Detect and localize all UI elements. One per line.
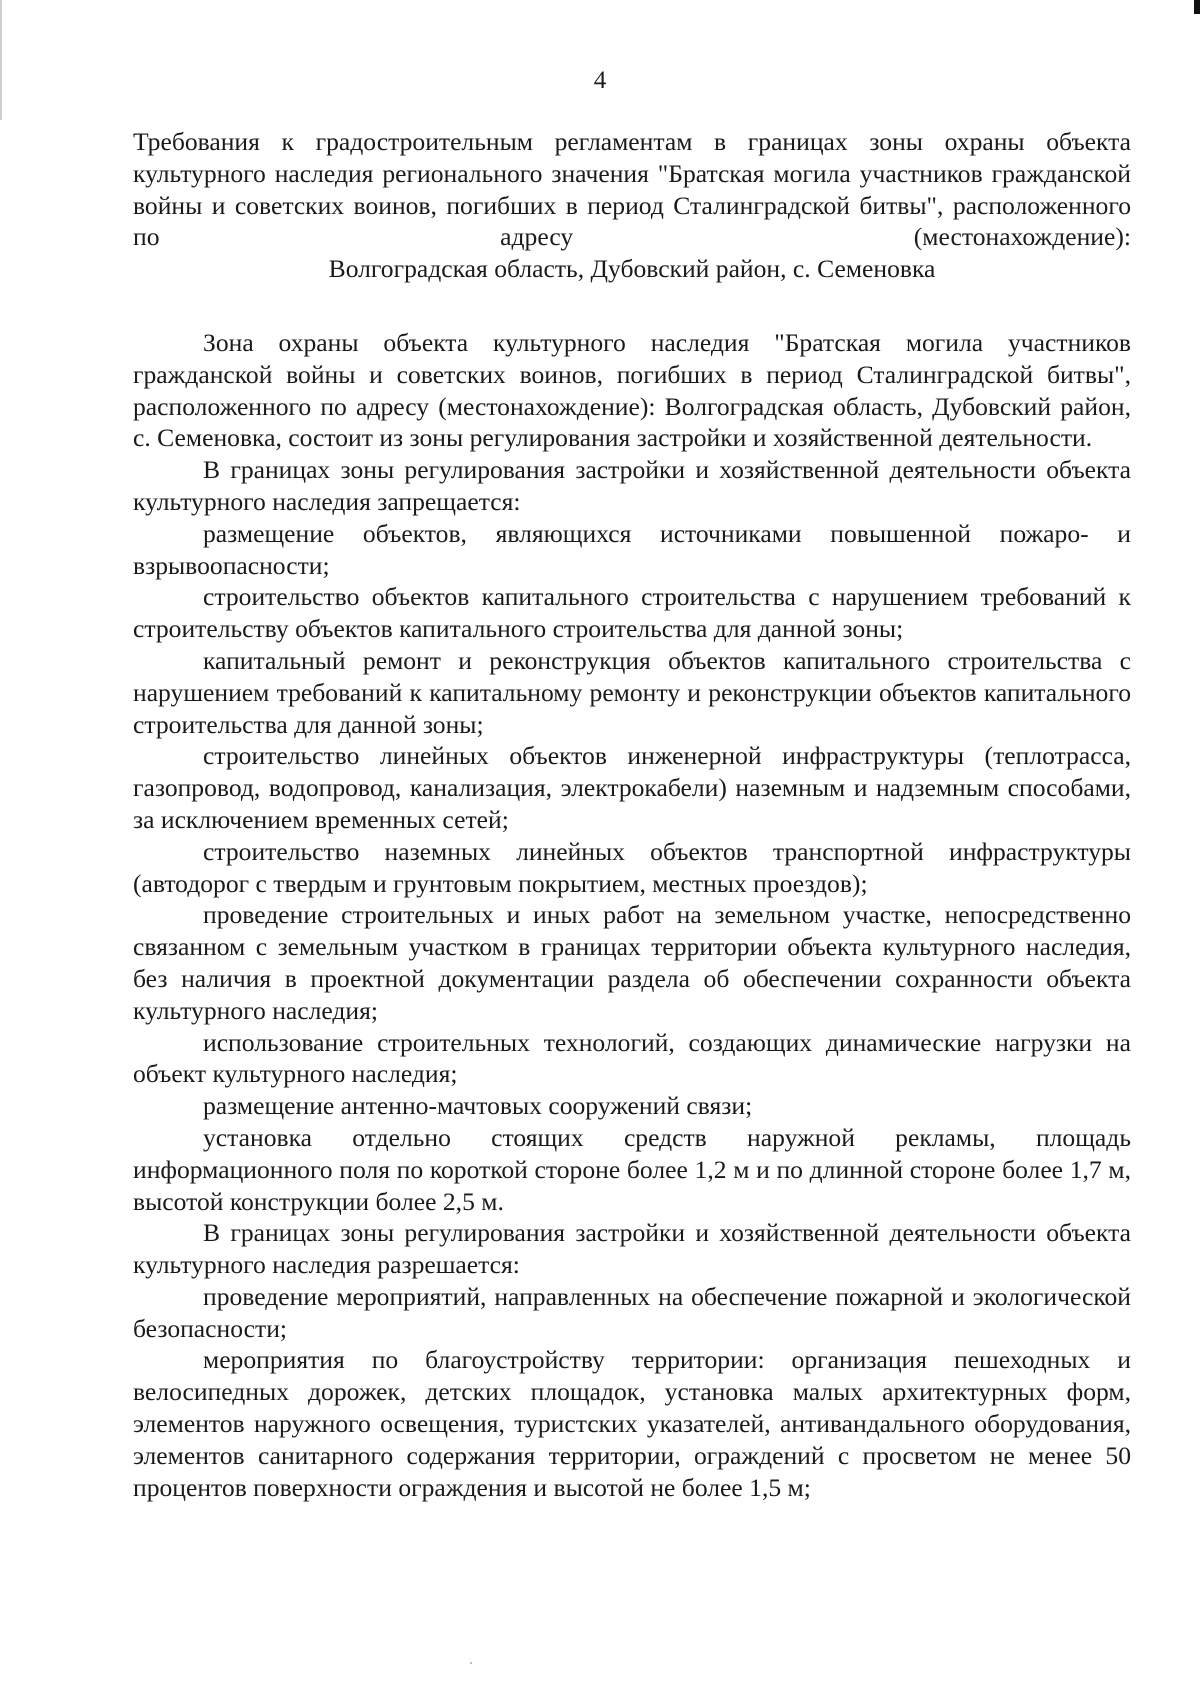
scan-left-edge [0,0,2,120]
heading-text: Требования к градостроительным регламентам в границах зоны охраны объекта культурного наследия регионального значения "Братская могила участников гражданской войны и советских воинов, погибших в период Сталинградской битвы", расположенного по адресу (местонахождение): [133,127,1131,252]
list-item: размещение объектов, являющихся источниками повышенной пожаро- и взрывоопасности; [133,518,1131,580]
section-spacer [133,285,1131,327]
scan-edge-mark [1194,0,1200,14]
paragraph: Зона охраны объекта культурного наследия "Братская могила участников гражданской войны и советских воинов, погибших в период Сталинградской битвы", расположенного по адресу (местонахождение): Волгоградская область, Дубовский район, с. Семеновка, состоит из зоны регулирования застройки и хозяйственной деятельности. [133,327,1131,453]
list-item: строительство объектов капитального строительства с нарушением требований к строительству объектов капитального строительства для данной зоны; [133,582,1131,644]
list-item: размещение антенно-мачтовых сооружений связи; [203,1091,753,1121]
page-number: 4 [593,67,607,94]
list-item: проведение строительных и иных работ на земельном участке, непосредственно связанном с земельным участком в границах территории объекта культурного наследия, без наличия в проектной документации раздела об обеспечении сохранности объекта культурного наследия; [133,900,1131,1025]
list-item: проведение мероприятий, направленных на обеспечение пожарной и экологической безопасности; [133,1281,1131,1343]
document-body [133,126,1131,1503]
list-item: строительство наземных линейных объектов транспортной инфраструктуры (автодорог с твердым и грунтовым покрытием, местных проездов); [133,836,1131,898]
list-item: капитальный ремонт и реконструкция объектов капитального строительства с нарушением требований к капитальному ремонту и реконструкции объектов капитального строительства для данной зоны; [133,645,1131,739]
list-item: строительство линейных объектов инженерной инфраструктуры (теплотрасса, газопровод, водопровод, канализация, электрокабели) наземным и надземным способами, за исключением временных сетей; [133,741,1131,834]
list-item: использование строительных технологий, создающих динамические нагрузки на объект культурного наследия; [133,1027,1131,1089]
list-item: установка отдельно стоящих средств наружной рекламы, площадь информационного поля по короткой стороне более 1,2 м и по длинной стороне более 1,7 м, высотой конструкции более 2,5 м. [133,1122,1131,1216]
paragraph: В границах зоны регулирования застройки и хозяйственной деятельности объекта культурного наследия разрешается: [133,1218,1131,1280]
list-item: мероприятия по благоустройству территории: организация пешеходных и велосипедных дорожек, детских площадок, установка малых архитектурных форм, элементов наружного освещения, туристских указателей, антивандального оборудования, элементов санитарного содержания территории, ограждений с просветом не менее 50 процентов поверхности ограждения и высотой не более 1,5 м; [133,1345,1131,1502]
scan-dust-mark [470,1662,472,1664]
heading-location: Волгоградская область, Дубовский район, с. Семеновка [328,254,936,284]
paragraph: В границах зоны регулирования застройки и хозяйственной деятельности объекта культурного наследия запрещается: [133,455,1131,516]
